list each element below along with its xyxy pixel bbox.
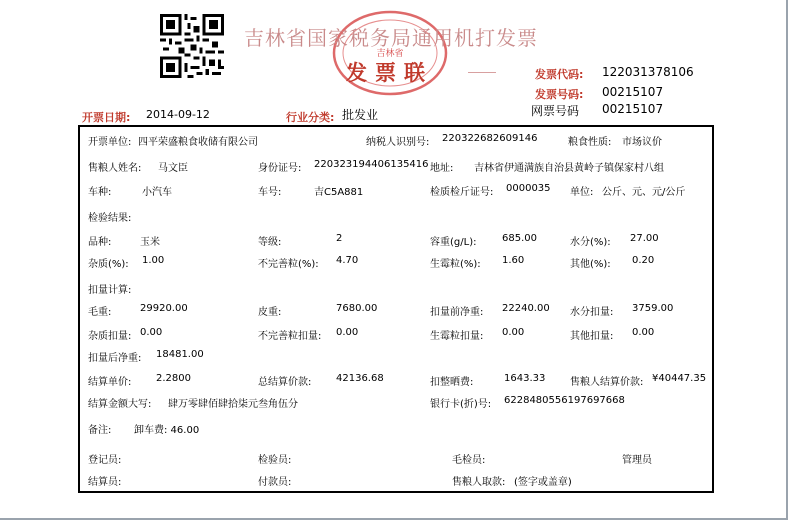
- remarks-value: 卸车费: 46.00: [134, 425, 200, 436]
- gross-weight-label: 毛重:: [88, 307, 112, 318]
- imperfect-value: 4.70: [336, 255, 359, 266]
- pre-deduct-net-value: 22240.00: [502, 303, 550, 314]
- payer-label: 付款员:: [258, 477, 292, 488]
- density-value: 685.00: [502, 233, 537, 244]
- moisture-deduct-label: 水分扣量:: [570, 307, 614, 318]
- variety-value: 玉米: [140, 237, 160, 248]
- remarks-label: 备注:: [88, 425, 112, 436]
- other-deduct-value: 0.00: [632, 327, 655, 338]
- pre-deduct-net-label: 扣量前净重:: [430, 307, 484, 318]
- seller-name-label: 售粮人姓名:: [88, 163, 142, 174]
- window-frame-right: [786, 0, 788, 520]
- seller-payment-value: ¥40447.35: [652, 373, 707, 384]
- mold-value: 1.60: [502, 255, 525, 266]
- settler-label: 结算员:: [88, 477, 122, 488]
- grain-nature-label: 粮食性质:: [568, 137, 612, 148]
- bank-card-label: 银行卡(折)号:: [430, 399, 492, 410]
- imperfect-label: 不完善粒(%):: [258, 259, 319, 270]
- post-deduct-net-value: 18481.00: [156, 349, 204, 360]
- manager-label: 管理员: [622, 455, 652, 466]
- drying-fee-value: 1643.33: [504, 373, 546, 384]
- bank-card-value: 6228480556197697668: [504, 395, 625, 406]
- invoice-code-label: 发票代码:: [535, 68, 584, 81]
- invoice-code-value: 122031378106: [602, 65, 694, 79]
- amount-words-label: 结算金额大写:: [88, 399, 152, 410]
- issue-date-value: 2014-09-12: [146, 108, 210, 121]
- total-amount-value: 42136.68: [336, 373, 384, 384]
- industry-value: 批发业: [342, 108, 379, 122]
- invoice-body: [78, 125, 714, 493]
- density-label: 容重(g/L):: [430, 237, 477, 248]
- unit-price-label: 结算单价:: [88, 377, 132, 388]
- drying-fee-label: 扣整晒费:: [430, 377, 474, 388]
- unit-label: 单位:: [570, 187, 594, 198]
- invoice-number-value: 00215107: [602, 85, 664, 99]
- id-number-value: 220323194406135416: [314, 159, 429, 170]
- net-invoice-value: 00215107: [602, 102, 664, 116]
- unit-price-value: 2.2800: [156, 373, 191, 384]
- imperfect-deduct-label: 不完善粒扣量:: [258, 331, 322, 342]
- imperfect-deduct-value: 0.00: [336, 327, 359, 338]
- grade-value: 2: [336, 233, 343, 244]
- plate-value: 吉C5A881: [314, 187, 364, 198]
- variety-label: 品种:: [88, 237, 112, 248]
- seller-name-value: 马文臣: [158, 163, 188, 174]
- weigher-label: 毛检员:: [452, 455, 486, 466]
- id-number-label: 身份证号:: [258, 163, 302, 174]
- other-deduct-label: 其他扣量:: [570, 331, 614, 342]
- tare-weight-value: 7680.00: [336, 303, 378, 314]
- other-label: 其他(%):: [570, 259, 611, 270]
- taxpayer-id-label: 纳税人识别号:: [366, 137, 430, 148]
- qr-code: [160, 14, 224, 78]
- total-amount-label: 总结算价款:: [258, 377, 312, 388]
- inspector-label: 检验员:: [258, 455, 292, 466]
- impurity-deduct-value: 0.00: [140, 327, 163, 338]
- plate-label: 车号:: [258, 187, 282, 198]
- seller-payment-label: 售粮人结算价款:: [570, 377, 644, 388]
- vehicle-type-value: 小汽车: [142, 187, 172, 198]
- address-label: 地址:: [430, 163, 454, 174]
- moisture-label: 水分(%):: [570, 237, 611, 248]
- industry-label: 行业分类:: [286, 111, 335, 124]
- receiver-label: 售粮人取款:: [452, 477, 506, 488]
- moisture-deduct-value: 3759.00: [632, 303, 674, 314]
- other-value: 0.20: [632, 255, 655, 266]
- gross-weight-value: 29920.00: [140, 303, 188, 314]
- impurity-deduct-label: 杂质扣量:: [88, 331, 132, 342]
- grade-label: 等级:: [258, 237, 282, 248]
- issuer-value: 四平荣盛粮食收储有限公司: [138, 137, 258, 148]
- window-frame-bottom: [0, 518, 788, 520]
- net-invoice-label: 网票号码: [531, 104, 580, 118]
- vehicle-type-label: 车种:: [88, 187, 112, 198]
- mold-deduct-value: 0.00: [502, 327, 525, 338]
- registrar-label: 登记员:: [88, 455, 122, 466]
- unit-value: 公斤、元、元/公斤: [602, 187, 686, 198]
- receiver-value: (签字或盖章): [514, 477, 572, 488]
- inspection-result-label: 检验结果:: [88, 213, 132, 224]
- impurity-label: 杂质(%):: [88, 259, 129, 270]
- invoice-title: 吉林省国家税务局通用机打发票: [244, 26, 538, 50]
- impurity-value: 1.00: [142, 255, 165, 266]
- amount-words-value: 肆万零肆佰肆拾柒元叁角伍分: [168, 399, 298, 410]
- grain-nature-value: 市场议价: [622, 137, 662, 148]
- stamp-text: 吉林省: [376, 49, 404, 59]
- deduction-calc-label: 扣量计算:: [88, 285, 132, 296]
- cert-value: 0000035: [506, 183, 551, 194]
- post-deduct-net-label: 扣量后净重:: [88, 353, 142, 364]
- title-dash: [468, 72, 496, 73]
- tare-weight-label: 皮重:: [258, 307, 282, 318]
- moisture-value: 27.00: [630, 233, 659, 244]
- mold-label: 生霉粒(%):: [430, 259, 481, 270]
- taxpayer-id-value: 220322682609146: [442, 133, 538, 144]
- issuer-label: 开票单位:: [88, 137, 132, 148]
- mold-deduct-label: 生霉粒扣量:: [430, 331, 484, 342]
- address-value: 吉林省伊通满族自治县黄岭子镇保家村八组: [474, 163, 664, 174]
- invoice-number-label: 发票号码:: [535, 88, 584, 101]
- invoice-subtitle: 发票联: [346, 61, 433, 85]
- cert-label: 检质检斤证号:: [430, 187, 494, 198]
- issue-date-label: 开票日期:: [82, 111, 131, 124]
